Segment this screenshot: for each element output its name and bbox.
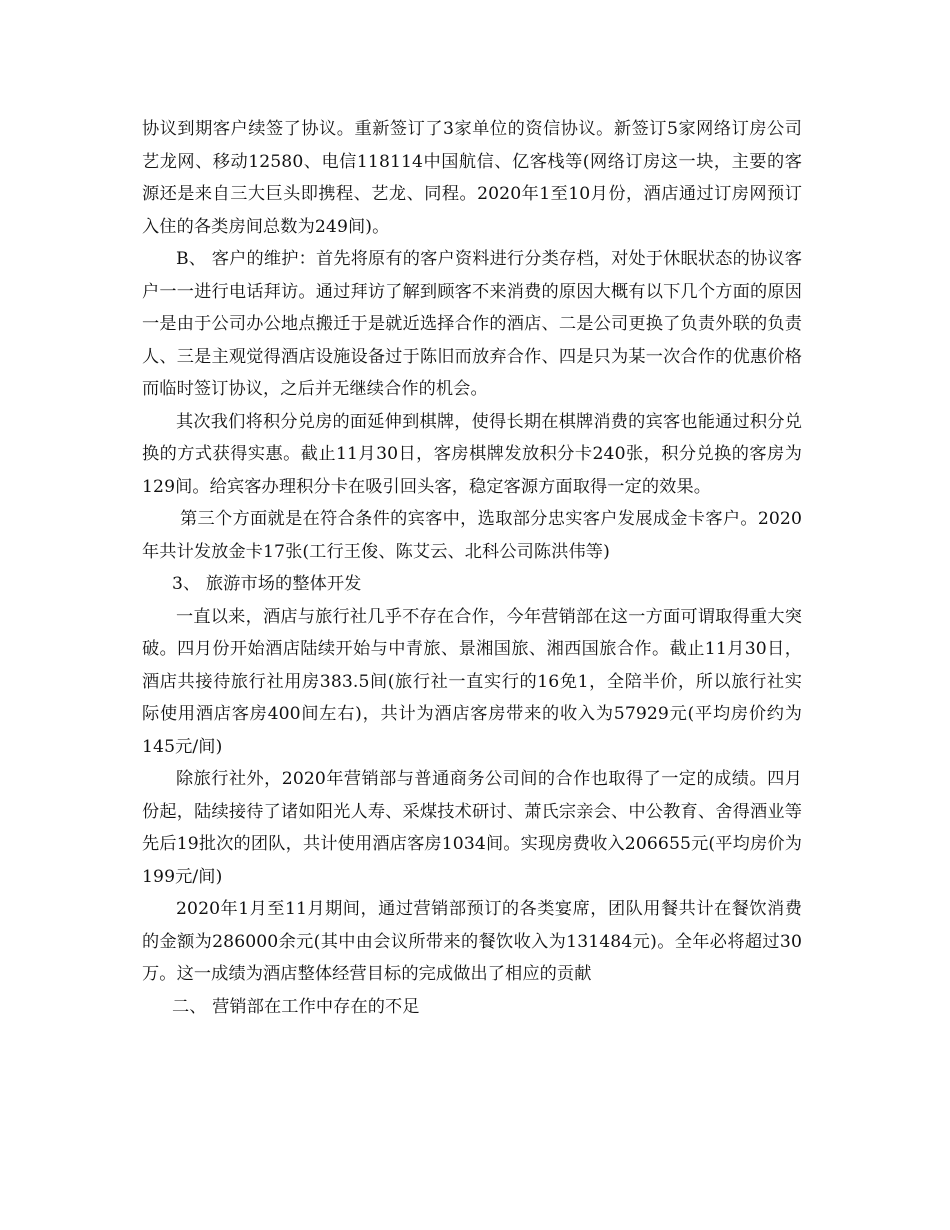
document-body xyxy=(142,113,802,1023)
section-heading-tourism-market: 3、 旅游市场的整体开发 xyxy=(172,574,362,594)
section-heading-shortcomings: 二、 营销部在工作中存在的不足 xyxy=(172,996,420,1017)
paragraph-gold-card: 第三个方面就是在符合条件的宾客中，选取部分忠实客户发展成金卡客户。2020年共计发放金卡17张(工行王俊、陈艾云、北科公司陈洪伟等) xyxy=(142,509,802,562)
paragraph-travel-agency: 一直以来，酒店与旅行社几乎不存在合作，今年营销部在这一方面可谓取得重大突破。四月份开始酒店陆续开始与中青旅、景湘国旅、湘西国旅合作。截止11月30日，酒店共接待旅行社用房383.5间(旅行社一直实行的16免1，全陪半价，所以旅行社实际使用酒店客房400间左右)，共计为酒店客房带来的收入为57929元(平均房价约为145元/间) xyxy=(142,606,802,757)
paragraph-online-booking: 协议到期客户续签了协议。重新签订了3家单位的资信协议。新签订5家网络订房公司艺龙网、移动12580、电信118114中国航信、亿客栈等(网络订房这一块，主要的客源还是来自三大巨头即携程、艺龙、同程。2020年1至10月份，酒店通过订房网预订入住的各类房间总数为249间)。 xyxy=(142,119,802,237)
paragraph-business-groups: 除旅行社外，2020年营销部与普通商务公司间的合作也取得了一定的成绩。四月份起，陆续接待了诸如阳光人寿、采煤技术研讨、萧氏宗亲会、中公教育、舍得酒业等先后19批次的团队，共计使用酒店客房1034间。实现房费收入206655元(平均房价为199元/间) xyxy=(142,769,802,887)
paragraph-banquet-revenue: 2020年1月至11月期间，通过营销部预订的各类宴席，团队用餐共计在餐饮消费的金额为286000余元(其中由会议所带来的餐饮收入为131484元)。全年必将超过30万。这一成绩为酒店整体经营目标的完成做出了相应的贡献 xyxy=(142,899,802,984)
paragraph-client-maintenance: B、 客户的维护：首先将原有的客户资料进行分类存档，对处于休眠状态的协议客户一一进行电话拜访。通过拜访了解到顾客不来消费的原因大概有以下几个方面的原因一是由于公司办公地点搬迁于是就近选择合作的酒店、二是公司更换了负责外联的负责人、三是主观觉得酒店设施设备过于陈旧而放弃合作、四是只为某一次合作的优惠价格而临时签订协议，之后并无继续合作的机会。 xyxy=(142,249,802,399)
paragraph-points-exchange: 其次我们将积分兑房的面延伸到棋牌，使得长期在棋牌消费的宾客也能通过积分兑换的方式获得实惠。截止11月30日，客房棋牌发放积分卡240张，积分兑换的客房为129间。给宾客办理积分卡在吸引回头客，稳定客源方面取得一定的效果。 xyxy=(142,411,802,497)
